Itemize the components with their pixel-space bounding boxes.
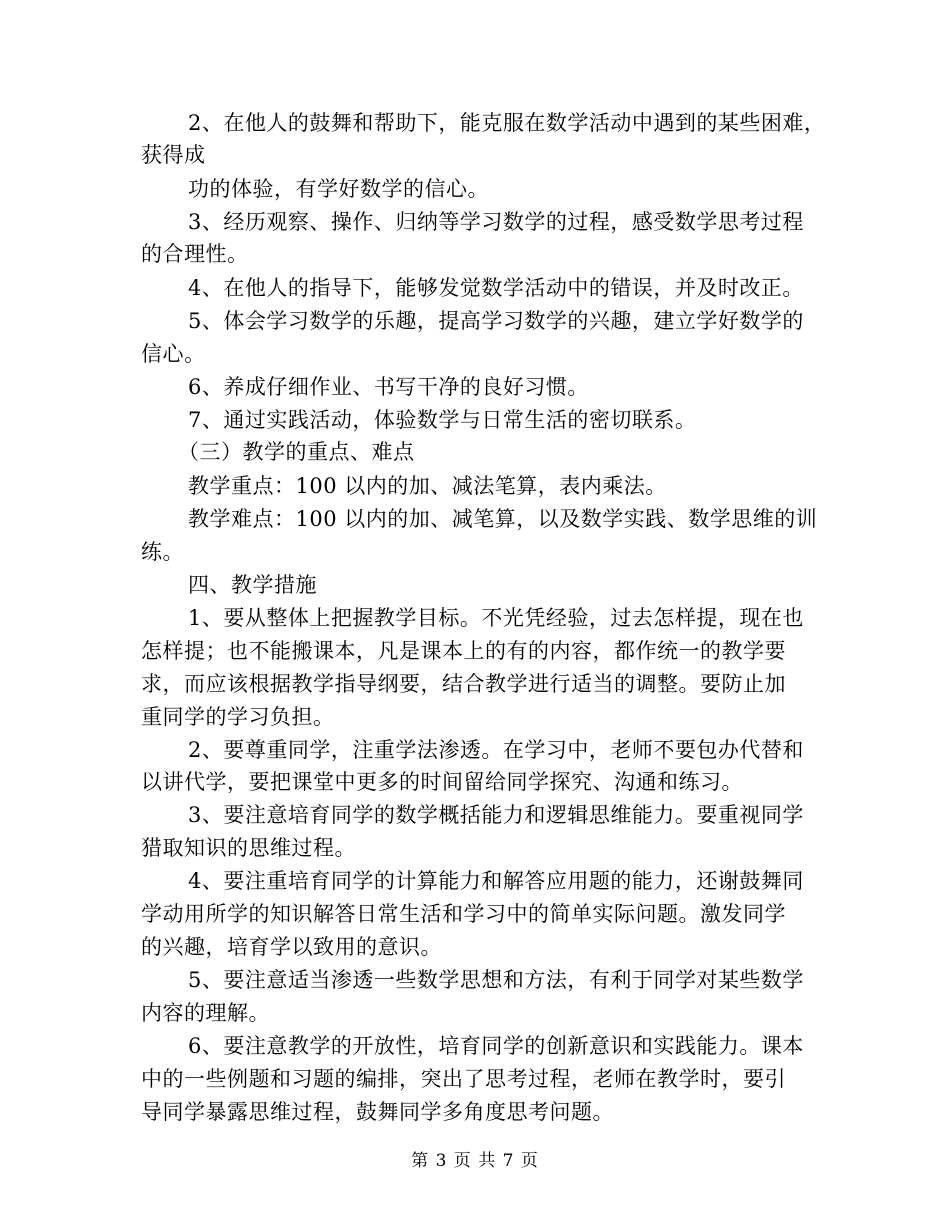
text-line: 4、要注重培育同学的计算能力和解答应用题的能力，还谢鼓舞同 [188, 869, 804, 893]
text-line: 求，而应该根据教学指导纲要，结合教学进行适当的调整。要防止加 [141, 672, 786, 696]
text-line: 教学难点：100 以内的加、减笔算，以及数学实践、数学思维的训 [188, 507, 818, 531]
text-line: 信心。 [141, 342, 206, 366]
text-line: 中的一些例题和习题的编排，突出了思考过程，老师在教学时，要引 [141, 1067, 786, 1091]
text-line: 的兴趣，培育学以致用的意识。 [141, 935, 442, 959]
text-line: 6、要注意教学的开放性，培育同学的创新意识和实践能力。课本 [188, 1034, 804, 1058]
text-line: 的合理性。 [141, 242, 249, 266]
text-line: 5、要注意适当渗透一些数学思想和方法，有利于同学对某些数学 [188, 968, 804, 992]
text-line: 功的体验，有学好数学的信心。 [188, 177, 489, 201]
text-line: 5、体会学习数学的乐趣，提高学习数学的兴趣，建立学好数学的 [188, 309, 804, 333]
text-line: 6、养成仔细作业、书写干净的良好习惯。 [188, 375, 589, 399]
text-line: 3、要注意培育同学的数学概括能力和逻辑思维能力。要重视同学 [188, 803, 804, 827]
text-line: 教学重点：100 以内的加、减法笔算，表内乘法。 [188, 474, 667, 498]
text-line: 获得成 [141, 143, 206, 167]
text-line: 4、在他人的指导下，能够发觉数学活动中的错误，并及时改正。 [188, 276, 804, 300]
text-line: 猎取知识的思维过程。 [141, 836, 356, 860]
text-line: 以讲代学，要把课堂中更多的时间留给同学探究、沟通和练习。 [141, 770, 743, 794]
text-line: 导同学暴露思维过程，鼓舞同学多角度思考问题。 [141, 1100, 614, 1124]
text-line: 练。 [141, 540, 184, 564]
text-line: 3、经历观察、操作、归纳等学习数学的过程，感受数学思考过程 [188, 210, 804, 234]
text-line: 2、要尊重同学，注重学法渗透。在学习中，老师不要包办代替和 [188, 738, 804, 762]
text-line: 7、通过实践活动，体验数学与日常生活的密切联系。 [188, 408, 697, 432]
section-heading: 四、教学措施 [188, 573, 317, 597]
text-line: 1、要从整体上把握教学目标。不光凭经验，过去怎样提，现在也 [188, 606, 804, 630]
text-line: 2、在他人的鼓舞和帮助下，能克服在数学活动中遇到的某些困难， [188, 111, 826, 135]
page-number-footer: 第 3 页 共 7 页 [411, 1151, 539, 1171]
section-heading: （三）教学的重点、难点 [178, 440, 415, 464]
text-line: 学动用所学的知识解答日常生活和学习中的简单实际问题。激发同学 [141, 902, 786, 926]
text-line: 重同学的学习负担。 [141, 705, 335, 729]
text-line: 怎样提；也不能搬课本，凡是课本上的有的内容，都作统一的教学要 [141, 639, 786, 663]
text-line: 内容的理解。 [141, 1001, 270, 1025]
